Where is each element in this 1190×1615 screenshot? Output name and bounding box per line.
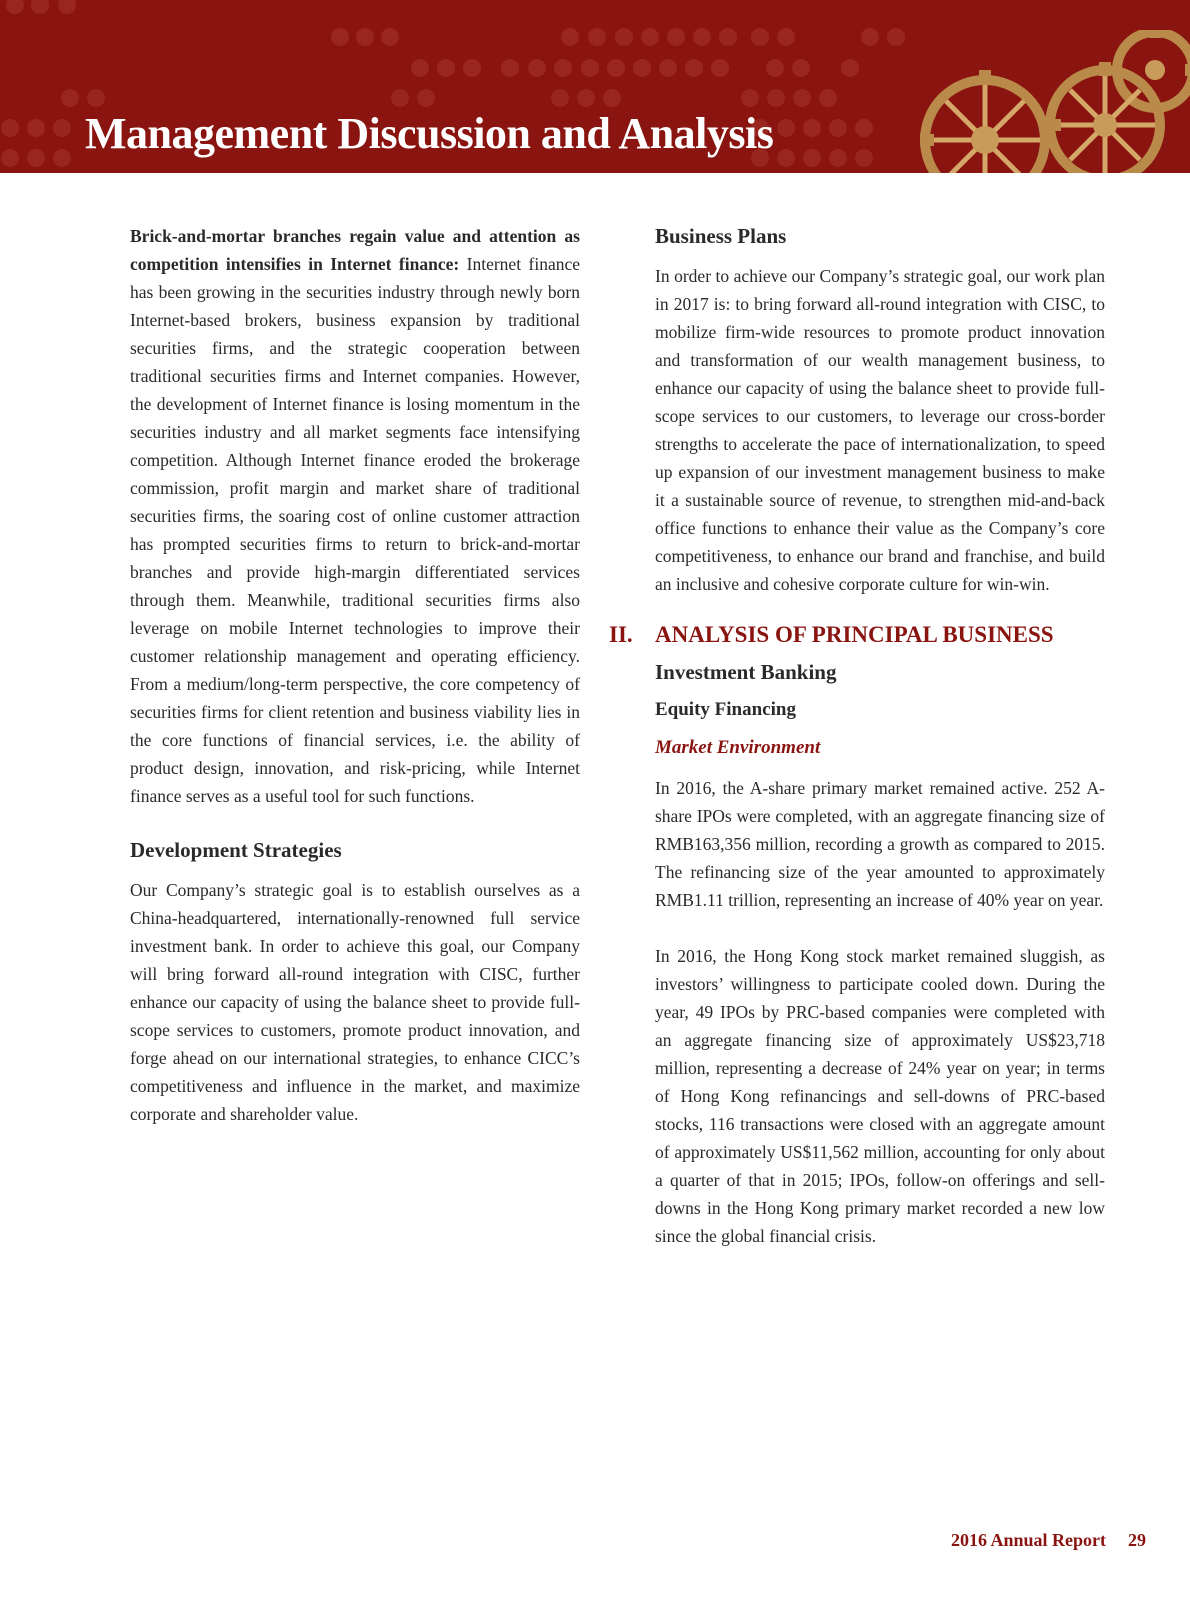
investment-banking-heading: Investment Banking (655, 660, 837, 684)
section-title: ANALYSIS OF PRINCIPAL BUSINESS (655, 622, 1054, 647)
page-number: 29 (1128, 1530, 1146, 1550)
section-number: II. (609, 622, 633, 647)
page-footer (951, 1530, 1146, 1551)
equity-financing-heading: Equity Financing (655, 699, 796, 720)
intro-body: Internet finance has been growing in the securities industry through newly born Internet-based brokers, business expansion by traditional securities firms, and the strategic cooperation between traditional securities firms and Internet companies. However, the development of Internet finance is losing momentum in the securities industry and all market segments face intensifying competition. Although Internet finance eroded the brokerage commission, profit margin and market share of traditional securities firms, the soaring cost of online customer attraction has prompted securities firms to return to brick-and-mortar branches and provide high-margin differentiated services through them. Meanwhile, traditional securities firms also leverage on mobile Internet technologies to improve their customer relationship management and operating efficiency. From a medium/long-term perspective, the core competency of securities firms for client retention and business viability lies in the core functions of financial services, i.e. the ability of product design, innovation, and risk-pricing, while Internet finance serves as a useful tool for such functions. (130, 254, 580, 806)
development-strategies-body: Our Company’s strategic goal is to establish ourselves as a China-headquartered, internationally-renowned full service investment bank. In order to achieve this goal, our Company will bring forward all-round integration with CISC, further enhance our capacity of using the balance sheet to provide full-scope services to customers, promote product innovation, and forge ahead on our international strategies, to enhance CICC’s competitiveness and influence in the market, and maximize corporate and shareholder value. (130, 880, 580, 1124)
market-environment-para-1: In 2016, the A-share primary market remained active. 252 A-share IPOs were completed, with an aggregate financing size of RMB163,356 million, recording a growth as compared to 2015. The refinancing size of the year amounted to approximately RMB1.11 trillion, representing an increase of 40% year on year. (655, 778, 1105, 910)
market-environment-heading: Market Environment (655, 737, 821, 758)
left-column (130, 222, 580, 1128)
report-name: 2016 Annual Report (950, 1530, 1106, 1550)
section-heading (609, 620, 1105, 650)
development-strategies-heading: Development Strategies (130, 838, 342, 862)
right-column (609, 222, 1105, 1250)
header-banner (0, 0, 1190, 173)
gears-illustration (915, 30, 1190, 173)
business-plans-heading: Business Plans (655, 224, 787, 248)
market-environment-para-2: In 2016, the Hong Kong stock market remained sluggish, as investors’ willingness to participate cooled down. During the year, 49 IPOs by PRC-based companies were completed with an aggregate financing size of approximately US$23,718 million, representing a decrease of 24% year on year; in terms of Hong Kong refinancings and sell-downs of PRC-based stocks, 116 transactions were closed with an aggregate amount of approximately US$11,562 million, accounting for only about a quarter of that in 2015; IPOs, follow-on offerings and sell-downs in the Hong Kong primary market recorded a new low since the global financial crisis. (655, 946, 1105, 1246)
page-title: Management Discussion and Analysis (85, 109, 774, 158)
intro-lead: Brick-and-mortar branches regain value and attention as competition intensifies in Internet finance: (130, 226, 580, 274)
business-plans-body: In order to achieve our Company’s strategic goal, our work plan in 2017 is: to bring forward all-round integration with CISC, to mobilize firm-wide resources to promote product innovation and transformation of our wealth management business, to enhance our capacity of using the balance sheet to provide full-scope services to our customers, to leverage our cross-border strengths to accelerate the pace of internationalization, to speed up expansion of our investment management business to make it a sustainable source of revenue, to strengthen mid-and-back office functions to enhance their value as the Company’s core competitiveness, to enhance our brand and franchise, and build an inclusive and cohesive corporate culture for win-win. (655, 266, 1105, 594)
intro-paragraph (130, 222, 580, 810)
